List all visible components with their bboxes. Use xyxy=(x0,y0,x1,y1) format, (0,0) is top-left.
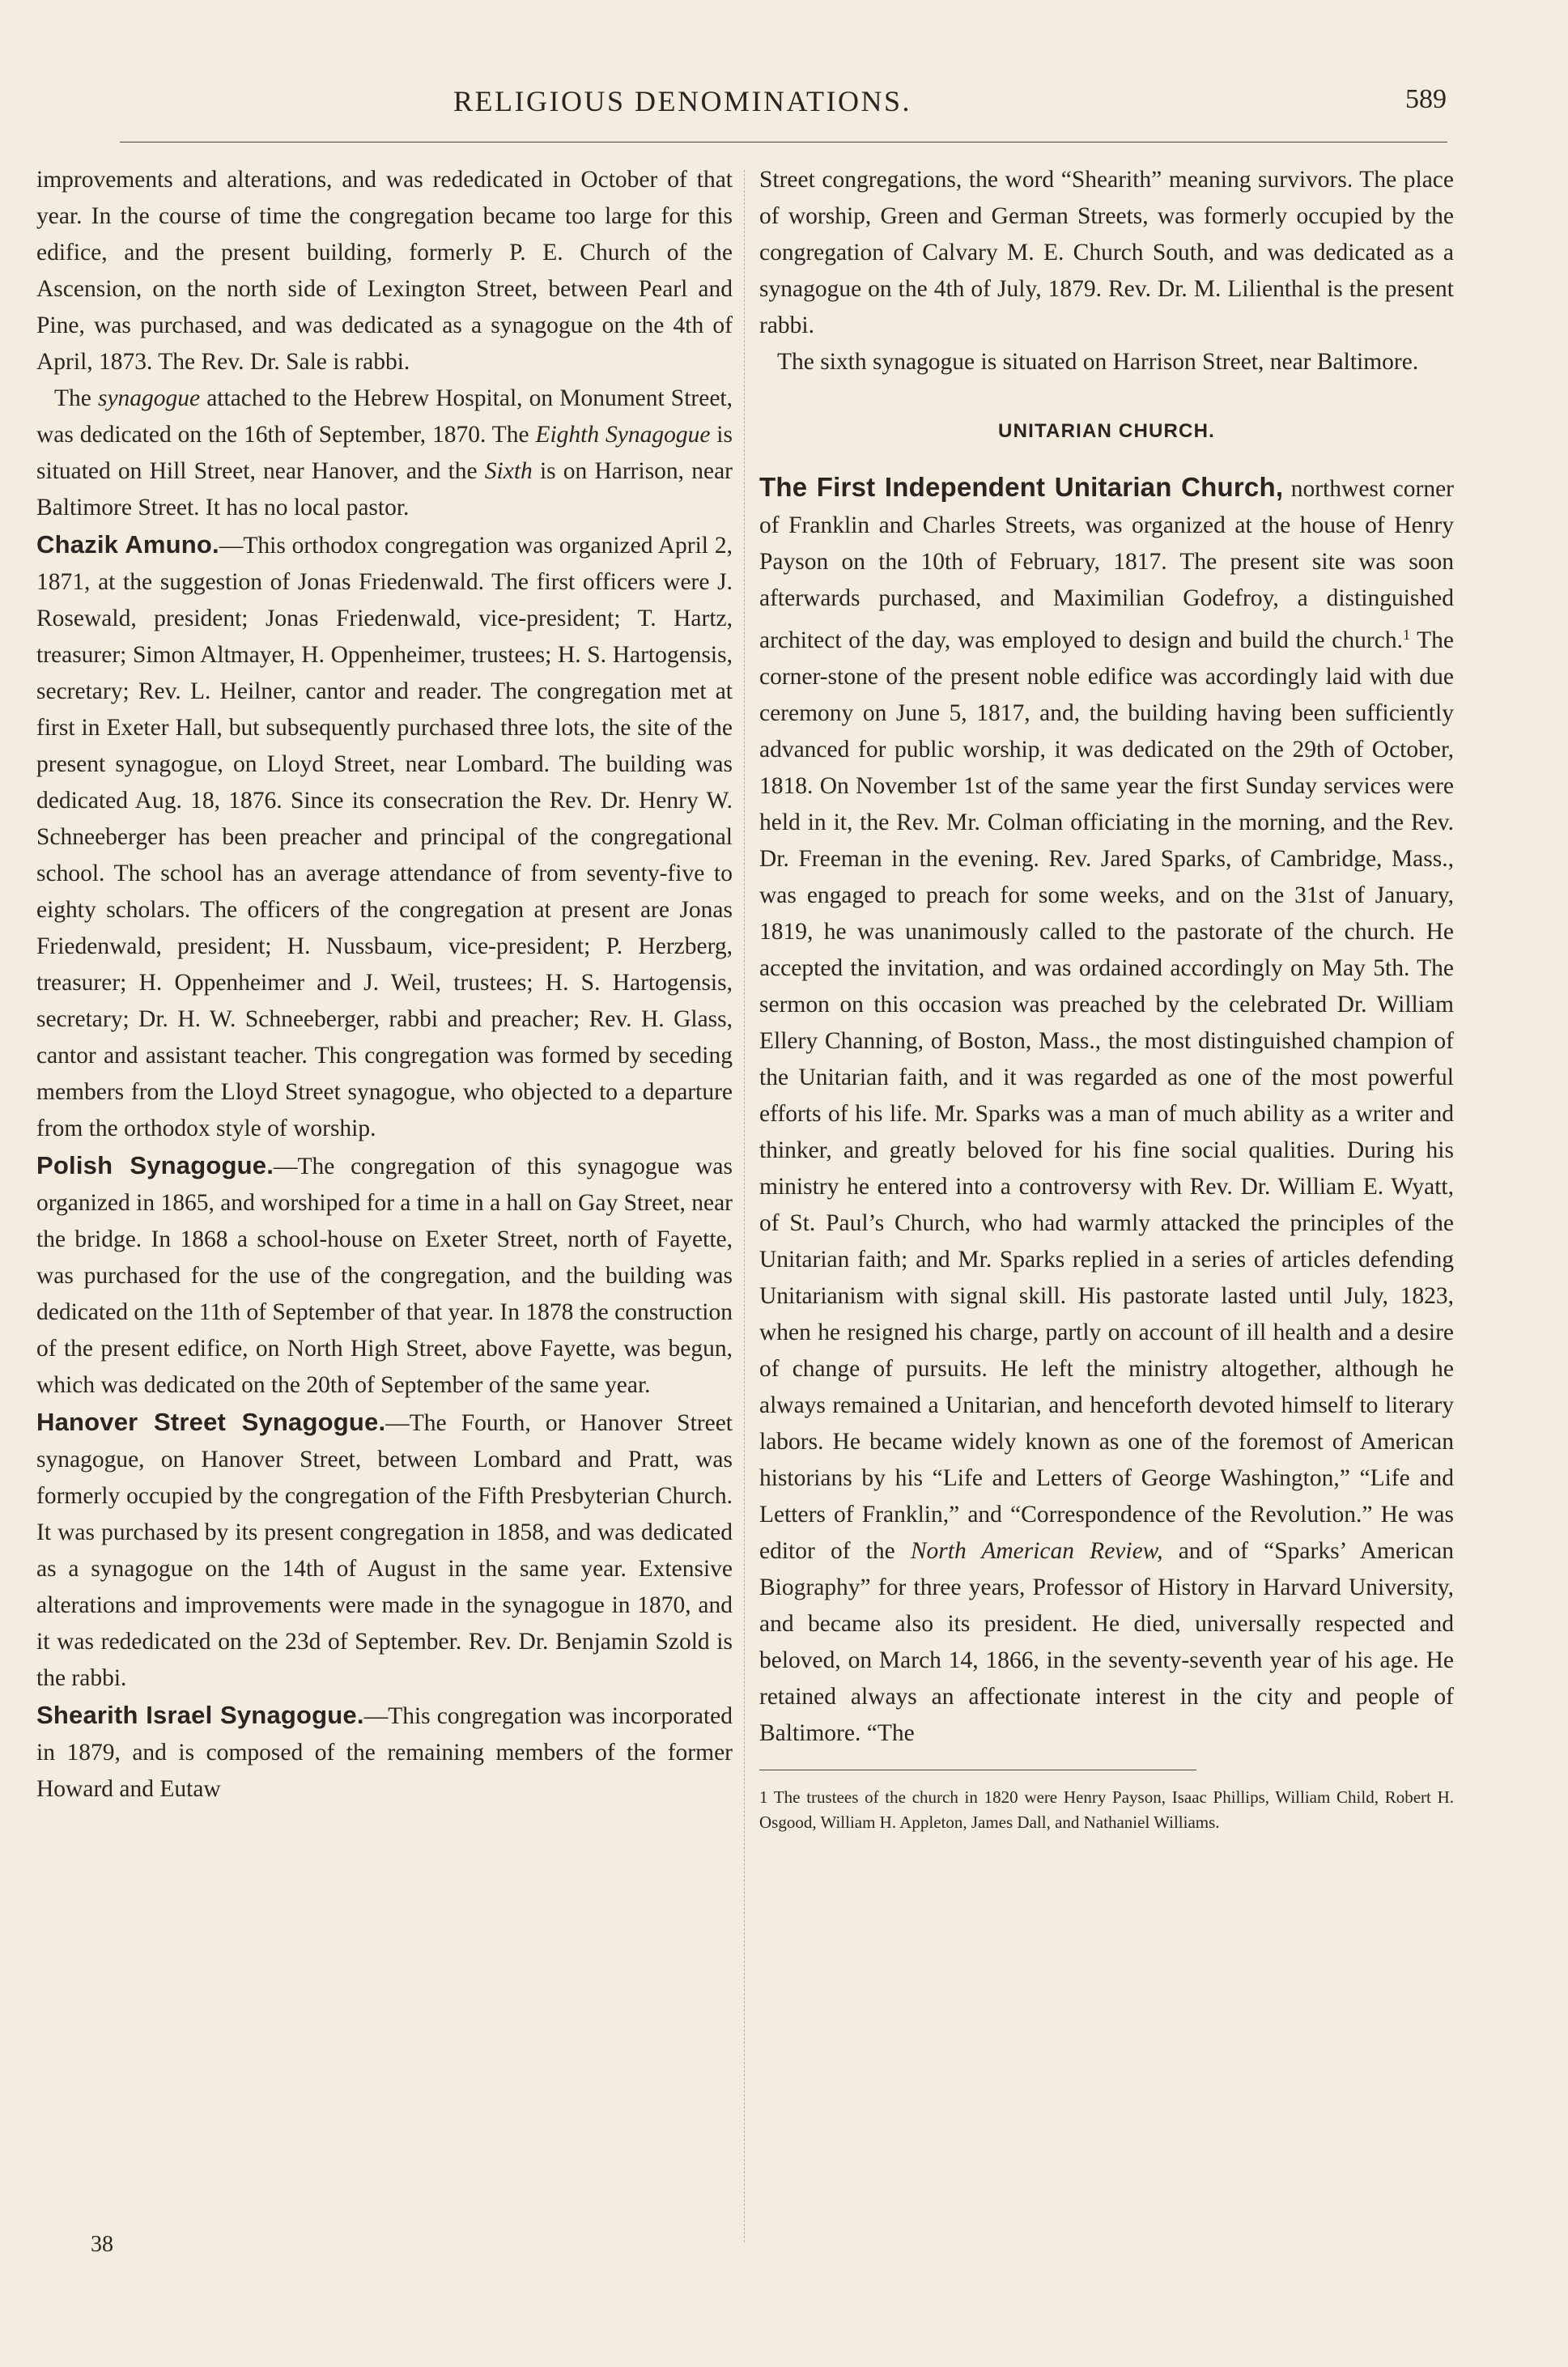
left-column xyxy=(36,162,733,1808)
text-run: is situated on Hill Street, near Hanover, and the xyxy=(36,422,733,484)
italic-term: Sixth xyxy=(484,458,533,484)
running-head xyxy=(0,84,1568,133)
italic-term: North American Review, xyxy=(910,1538,1163,1564)
paragraph: improvements and alterations, and was rededicated in October of that year. In the course of time the congregation became too large for this edifice, and the present building, formerly P. E. Church of the Ascension, on the north side of Lexington Street, between Pearl and Pine, was purchased, and was dedicated as a synagogue on the 4th of April, 1873. The Rev. Dr. Sale is rabbi. xyxy=(36,167,733,375)
paragraph: Street congregations, the word “Shearith” meaning survivors. The place of worship, Green and German Streets, was formerly occupied by the congregation of Calvary M. E. Church South, and was dedicated as a synagogue on the 4th of July, 1879. Rev. Dr. M. Lilienthal is the present rabbi. xyxy=(759,167,1454,338)
running-title: RELIGIOUS DENOMINATIONS. xyxy=(453,85,911,117)
signature-mark: 38 xyxy=(91,2232,113,2257)
run-in-heading: Hanover Street Synagogue. xyxy=(36,1408,386,1436)
text-run: and of “Sparks’ American Biography” for three years, Professor of History in Harvard University, and became also its president. He died, universally respected and beloved, on March 14, 1866, in the seventy-seventh year of his age. He retained always an affectionate interest in the city and people of Baltimore. “The xyxy=(759,1538,1455,1746)
paragraph xyxy=(36,1147,733,1404)
text-run: is on Harrison, near Baltimore Street. It has no local pastor. xyxy=(36,458,733,521)
italic-term: synagogue xyxy=(97,385,201,411)
italic-term: Eighth Synagogue xyxy=(535,422,711,448)
text-run: —The congregation of this synagogue was organized in 1865, and worshiped for a time in a hall on Gay Street, near the bridge. In 1868 a school-house on Exeter Street, north of Fayette, was purchased for the use of the congregation, and the building was dedicated on the 11th of September of that year. In 1878 the construction of the present edifice, on North High Street, above Fayette, was begun, which was dedicated on the 20th of September of the same year. xyxy=(36,1154,733,1398)
text-run: northwest corner of Franklin and Charles Streets, was organized at the house of Henry Payson on the 10th of February, 1817. The present site was soon afterwards purchased, and Maximilian Godefroy, a distinguished architect of the day, was employed to design and build the church. xyxy=(759,476,1454,653)
run-in-heading: Shearith Israel Synagogue. xyxy=(36,1701,364,1729)
paragraph xyxy=(759,469,1454,1752)
paragraph xyxy=(36,380,733,526)
text-run: —This orthodox congregation was organized April 2, 1871, at the suggestion of Jonas Friedenwald. The first officers were J. Rosewald, president; Jonas Friedenwald, vice-president; T. Hartz, treasurer; Simon Altmayer, H. Oppenheimer, trustees; H. S. Hartogensis, secretary; Rev. L. Heilner, cantor and reader. The congregation met at first in Exeter Hall, but subsequently purchased three lots, the site of the present synagogue, on Lloyd Street, near Lombard. The building was dedicated Aug. 18, 1876. Since its consecration the Rev. Dr. Henry W. Schneeberger has been preacher and principal of the congregational school. The school has an average attendance of from seventy-five to eighty scholars. The officers of the congregation at present are Jonas Friedenwald, president; H. Nussbaum, vice-president; P. Herzberg, treasurer; H. Oppenheimer and J. Weil, trustees; H. S. Hartogensis, secretary; Dr. H. W. Schneeberger, rabbi and preacher; Rev. H. Glass, cantor and assistant teacher. This congregation was formed by seceding members from the Lloyd Street synagogue, who objected to a departure from the orthodox style of worship. xyxy=(36,533,733,1141)
paragraph xyxy=(36,1697,733,1808)
page-number: 589 xyxy=(1405,84,1447,114)
paragraph xyxy=(36,1404,733,1697)
run-in-heading: Polish Synagogue. xyxy=(36,1151,274,1179)
paragraph: The sixth synagogue is situated on Harrison Street, near Baltimore. xyxy=(777,349,1419,375)
paragraph xyxy=(36,526,733,1147)
footnote-reference: 1 xyxy=(1402,627,1410,643)
section-heading: UNITARIAN CHURCH. xyxy=(998,420,1215,442)
column-divider xyxy=(744,170,745,2242)
text-run: —This congregation was incorporated in 1879, and is composed of the remaining members of the former Howard and Eutaw xyxy=(36,1703,733,1802)
text-run: The xyxy=(54,385,98,411)
text-run: The corner-stone of the present noble edifice was accordingly laid with due ceremony on June 5, 1817, and, the building having been sufficiently advanced for public worship, it was dedicated on the 29th of October, 1818. On November 1st of the same year the first Sunday services were held in it, the Rev. Mr. Colman officiating in the morning, and the Rev. Dr. Freeman in the evening. Rev. Jared Sparks, of Cambridge, Mass., was engaged to preach for some weeks, and on the 31st of January, 1819, he was unanimously called to the pastorate of the church. He accepted the invitation, and was ordained accordingly on May 5th. The sermon on this occasion was preached by the celebrated Dr. William Ellery Channing, of Boston, Mass., the most distinguished champion of the Unitarian faith, and it was regarded as one of the most powerful efforts of his life. Mr. Sparks was a man of much ability as a writer and thinker, and greatly beloved for his fine social qualities. During his ministry he entered into a controversy with Rev. Dr. William E. Wyatt, of St. Paul’s Church, who had warmly attacked the principles of the Unitarian faith; and Mr. Sparks replied in a series of articles defending Unitarianism with signal skill. His pastorate lasted until July, 1823, when he resigned his charge, partly on account of ill health and a desire of change of pursuits. He left the ministry altogether, although he always remained a Unitarian, and henceforth devoted himself to literary labors. He became widely known as one of the foremost of American historians by his “Life and Letters of George Washington,” “Life and Letters of Franklin,” and “Correspondence of the Revolution.” He was editor of the xyxy=(759,627,1454,1564)
footnote: 1 The trustees of the church in 1820 were Henry Payson, Isaac Phillips, William Child, Robert H. Osgood, William H. Appleton, James Dall, and Nathaniel Williams. xyxy=(759,1787,1454,1832)
run-in-heading: Chazik Amuno. xyxy=(36,530,219,559)
text-run: —The Fourth, or Hanover Street synagogue, on Hanover Street, between Lombard and Pratt, was formerly occupied by the congregation of the Fifth Presbyterian Church. It was purchased by its present congregation in 1858, and was dedicated as a synagogue on the 14th of August in the same year. Extensive alterations and improvements were made in the synagogue in 1870, and it was rededicated on the 23d of September. Rev. Dr. Benjamin Szold is the rabbi. xyxy=(36,1410,733,1691)
run-in-heading: The First Independent Unitarian Church, xyxy=(759,472,1284,502)
text-run: attached to the Hebrew Hospital, on Monument Street, was dedicated on the 16th of September, 1870. The xyxy=(36,385,733,448)
right-column xyxy=(759,162,1454,1835)
